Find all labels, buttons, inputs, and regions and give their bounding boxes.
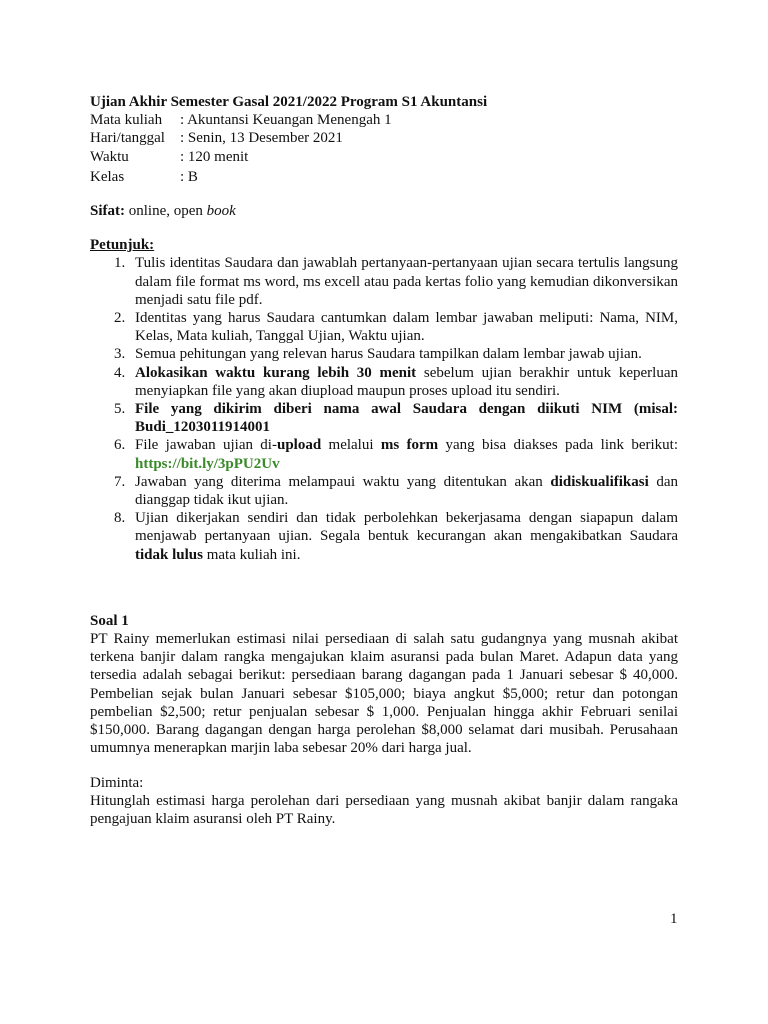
instruction-text-part: Semua pehitungan yang relevan harus Saudara tampilkan dalam lembar jawab ujian. [135,346,642,363]
instruction-text-part: ms form [380,437,439,454]
meta-value: : Akuntansi Keuangan Menengah 1 [180,112,392,129]
instruction-item [90,309,678,345]
soal-body: PT Rainy memerlukan estimasi nilai persediaan di salah satu gudangnya yang musnah akibat terkena banjir dalam rangka mengajukan klaim asuransi pada bulan Maret. Adapun data yang tersedia adalah sebagai berikut: persediaan barang dagangan pada 1 Januari sebesar $ 40,000. Pembelian sejak bulan Januari sebesar $105,000; biaya angkut $5,000; retur dan potongan pembelian $2,500; retur penjualan sebesar $ 1,000. Penjualan hingga akhir Februari senilai $150,000. Barang dagangan dengan harga perolehan $8,000 selamat dari musibah. Perusahaan umumnya menerapkan marjin laba sebesar 20% dari harga jual. [90,631,678,757]
instruction-item [90,436,678,472]
instruction-text [135,345,678,363]
instruction-number: 3. [114,346,126,363]
instruction-item [90,509,678,564]
instruction-text-part: yang bisa diakses pada link berikut: [438,437,678,454]
instruction-item [90,345,678,363]
diminta-label: Diminta: [90,774,144,791]
petunjuk-heading: Petunjuk: [90,237,155,254]
instruction-number: 7. [114,473,126,490]
instruction-item [90,400,678,436]
instruction-text-part: Alokasikan waktu kurang lebih 30 menit [135,364,417,381]
instruction-item [90,473,678,509]
instruction-text-part: Ujian dikerjakan sendiri dan tidak perbolehkan bekerjasama dengan siapapun dalam menjawab pertanyaan ujian. Segala bentuk kecurangan akan mengakibatkan Saudara [135,510,678,545]
instruction-text [135,473,678,509]
sifat-italic: book [206,203,236,220]
meta-value: : Senin, 13 Desember 2021 [180,130,343,147]
diminta-text: Hitunglah estimasi harga perolehan dari persediaan yang musnah akibat banjir dalam rangaka pengajuan klaim asuransi oleh PT Rainy. [90,792,678,827]
instruction-text-part: sebelum ujian berakhir untuk keperluan menyiapkan file yang akan diupload maupun proses upload itu sendiri. [135,364,678,399]
instruction-number: 2. [114,310,126,327]
instruction-text-part: melalui [321,437,381,454]
instruction-item [90,254,678,309]
exam-title: Ujian Akhir Semester Gasal 2021/2022 Program S1 Akuntansi [90,94,488,110]
instruction-number: 4. [114,364,126,381]
document-content [90,93,678,828]
soal-heading: Soal 1 [90,612,129,629]
instruction-text-part: Identitas yang harus Saudara cantumkan dalam lembar jawaban meliputi: Nama, NIM, Kelas, Mata kuliah, Tanggal Ujian, Waktu ujian. [135,310,678,345]
page-number: 1 [670,911,678,927]
instruction-text-part: tidak lulus [135,546,203,563]
form-link[interactable]: https://bit.ly/3pPU2Uv [135,455,280,472]
meta-row-waktu [90,148,678,166]
instruction-text [135,364,678,400]
instruction-text-part: File yang dikirim diberi nama awal Saudara dengan diikuti NIM (misal: Budi_1203011914001 [135,401,678,436]
meta-row-hari-tanggal [90,129,678,147]
instruction-text-part: upload [276,437,322,454]
instruction-text [135,400,678,436]
exam-meta [90,111,678,186]
sifat-text: online, open [125,203,207,220]
meta-label: Waktu [90,148,129,165]
instruction-number: 6. [114,437,126,454]
instruction-text-part: mata kuliah ini. [202,546,301,563]
instruction-text [135,309,678,345]
instruction-text [135,509,678,564]
instruction-list [90,254,678,563]
instruction-text-part: Tulis identitas Saudara dan jawablah pertanyaan-pertanyaan ujian secara tertulis langsung dalam file format ms word, ms excell atau pada kertas folio yang kemudian dikonversikan menjadi satu file pdf. [135,255,678,308]
sifat-line [90,202,678,220]
instruction-number: 5. [114,401,126,418]
meta-row-kelas [90,168,678,186]
instruction-text-part: dan dianggap tidak ikut ujian. [135,473,678,509]
sifat-label: Sifat: [90,203,125,220]
instruction-item [90,364,678,400]
instruction-number: 1. [114,255,126,272]
instruction-number: 8. [114,510,126,527]
meta-label: Mata kuliah [90,112,163,129]
instruction-text [135,436,678,472]
instruction-text-part: Jawaban yang diterima melampaui waktu yang ditentukan akan [135,473,551,490]
meta-value: : B [180,168,198,185]
meta-row-mata-kuliah [90,111,678,129]
meta-value: : 120 menit [180,148,249,165]
meta-label: Kelas [90,168,125,185]
instruction-text-part: didiskualifikasi [550,473,649,490]
instruction-text [135,254,678,309]
instruction-text-part: File jawaban ujian di- [135,437,277,454]
meta-label: Hari/tanggal [90,130,165,147]
